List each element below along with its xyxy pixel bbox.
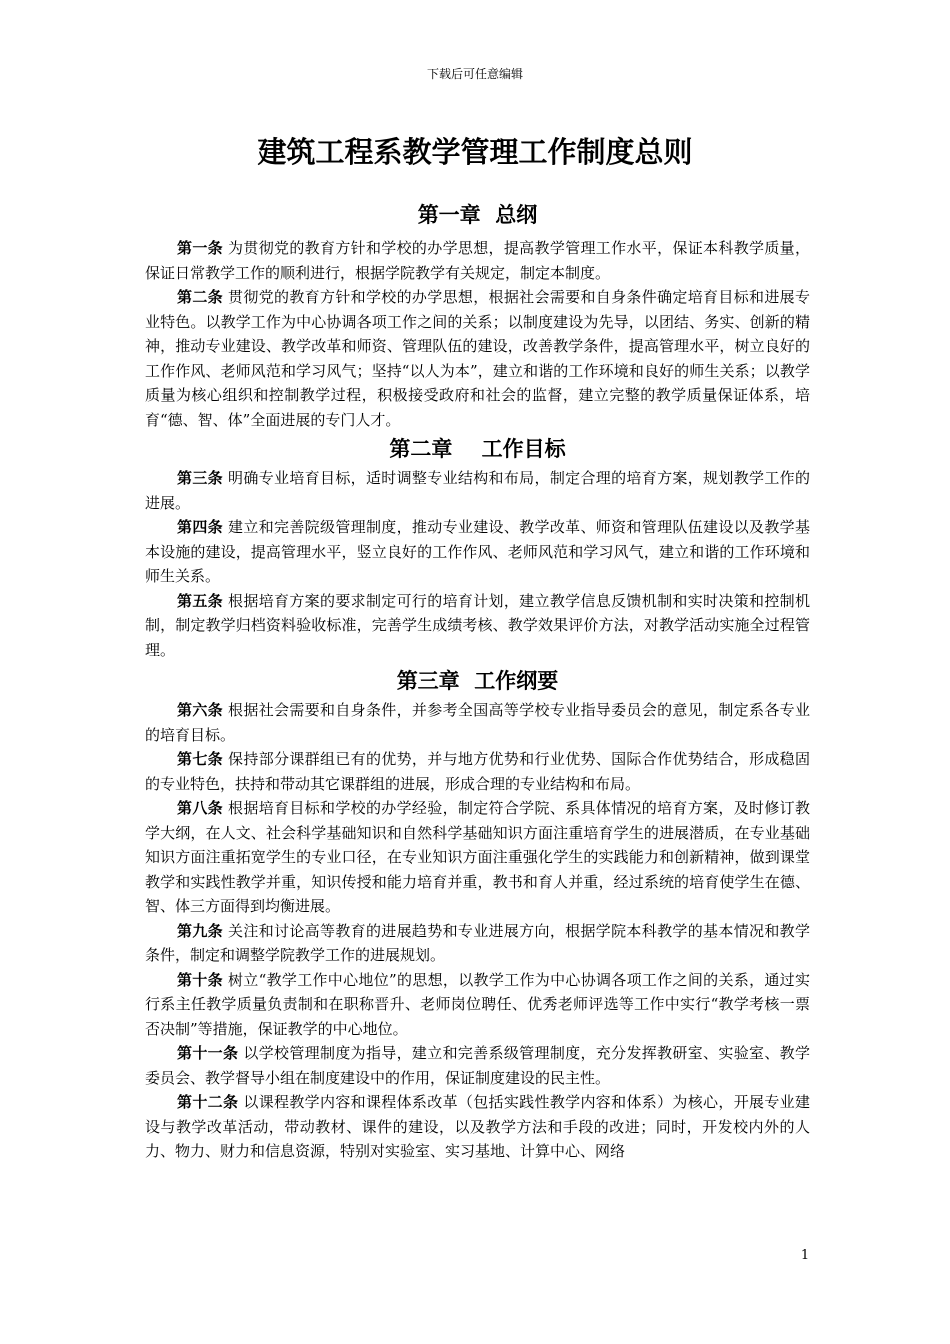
article-text: 以课程教学内容和课程体系改革（包括实践性教学内容和体系）为核心，开展专业建设与教学改革活动，带动教材、课件的建设，以及教学方法和手段的改进；同时，开发校内外的人力、物力、财力和信息资源，特别对实验室、实习基地、计算中心、网络 xyxy=(145,1093,810,1160)
article-2 xyxy=(145,285,810,432)
article-9 xyxy=(145,919,810,968)
article-12 xyxy=(145,1090,810,1164)
article-label: 第八条 xyxy=(177,799,223,817)
article-text: 以学校管理制度为指导，建立和完善系级管理制度，充分发挥教研室、实验室、教学委员会、教学督导小组在制度建设中的作用，保证制度建设的民主性。 xyxy=(145,1044,810,1087)
article-label: 第五条 xyxy=(177,591,223,610)
article-label: 第十条 xyxy=(177,970,223,989)
article-7 xyxy=(145,747,810,796)
article-text: 保持部分课群组已有的优势，并与地方优势和行业优势、国际合作优势结合，形成稳固的专业特色，扶持和带动其它课群组的进展，形成合理的专业结构和布局。 xyxy=(145,750,810,793)
article-label: 第六条 xyxy=(177,701,223,719)
article-text: 关注和讨论高等教育的进展趋势和专业进展方向，根据学院本科教学的基本情况和教学条件，制定和调整学院教学工作的进展规划。 xyxy=(145,921,810,964)
chapter-2-heading: 第二章 工作目标 xyxy=(389,437,566,461)
article-label: 第一条 xyxy=(177,239,223,257)
article-3 xyxy=(145,466,810,515)
article-text: 贯彻党的教育方针和学校的办学思想，根据社会需要和自身条件确定培育目标和进展专业特色。以教学工作为中心协调各项工作之间的关系；以制度建设为先导，以团结、务实、创新的精神，推动专业建设、教学改革和师资、管理队伍的建设，改善教学条件，提高管理水平，树立良好的工作作风、老师风范和学习风气；坚持“以人为本”，建立和谐的工作环境和良好的师生关系；以教学质量为核心组织和控制教学过程，积极接受政府和社会的监督，建立完整的教学质量保证体系，培育“德、智、体”全面进展的专门人才。 xyxy=(145,288,810,429)
article-label: 第四条 xyxy=(177,518,223,536)
document-title: 建筑工程系教学管理工作制度总则 xyxy=(257,135,693,169)
article-text: 根据社会需要和自身条件，并参考全国高等学校专业指导委员会的意见，制定系各专业的培育目标。 xyxy=(145,701,810,744)
article-text: 树立“教学工作中心地位”的思想，以教学工作为中心协调各项工作之间的关系，通过实行系主任教学质量负责制和在职称晋升、老师岗位聘任、优秀老师评选等工作中实行“教学考核一票否决制”等措施，保证教学的中心地位。 xyxy=(145,970,810,1038)
article-label: 第十一条 xyxy=(177,1044,239,1062)
article-1 xyxy=(145,236,810,285)
article-text: 根据培育目标和学校的办学经验，制定符合学院、系具体情况的培育方案，及时修订教学大纲，在人文、社会科学基础知识和自然科学基础知识方面注重培育学生的进展潜质，在专业基础知识方面注重拓宽学生的专业口径，在专业知识方面注重强化学生的实践能力和创新精神，做到课堂教学和实践性教学并重，知识传授和能力培育并重，教书和育人并重，经过系统的培育使学生在德、智、体三方面得到均衡进展。 xyxy=(145,799,810,915)
article-8 xyxy=(145,796,810,919)
document-body xyxy=(145,196,810,1164)
article-label: 第七条 xyxy=(177,750,223,768)
article-label: 第二条 xyxy=(177,288,223,306)
chapter-3-heading: 第三章 工作纲要 xyxy=(396,669,559,693)
article-label: 第三条 xyxy=(177,469,223,487)
article-text: 为贯彻党的教育方针和学校的办学思想，提高教学管理工作水平，保证本科教学质量，保证日常教学工作的顺利进行，根据学院教学有关规定，制定本制度。 xyxy=(145,239,810,282)
article-text: 明确专业培育目标，适时调整专业结构和布局，制定合理的培育方案，规划教学工作的进展。 xyxy=(145,469,810,512)
article-10 xyxy=(145,968,810,1042)
article-4 xyxy=(145,515,810,589)
article-5 xyxy=(145,589,810,663)
article-text: 建立和完善院级管理制度，推动专业建设、教学改革、师资和管理队伍建设以及教学基本设施的建设，提高管理水平，竖立良好的工作作风、老师风范和学习风气，建立和谐的工作环境和师生关系。 xyxy=(145,518,810,585)
article-text: 根据培育方案的要求制定可行的培育计划，建立教学信息反馈机制和实时决策和控制机制，制定教学归档资料验收标准，完善学生成绩考核、教学效果评价方法，对教学活动实施全过程管理。 xyxy=(145,591,810,659)
page-number: 1 xyxy=(800,1248,810,1263)
article-11 xyxy=(145,1041,810,1090)
article-label: 第九条 xyxy=(177,921,223,940)
article-6 xyxy=(145,698,810,747)
chapter-1-heading: 第一章 总纲 xyxy=(417,203,538,227)
article-label: 第十二条 xyxy=(177,1093,239,1111)
header-note: 下载后可任意编辑 xyxy=(426,67,523,81)
